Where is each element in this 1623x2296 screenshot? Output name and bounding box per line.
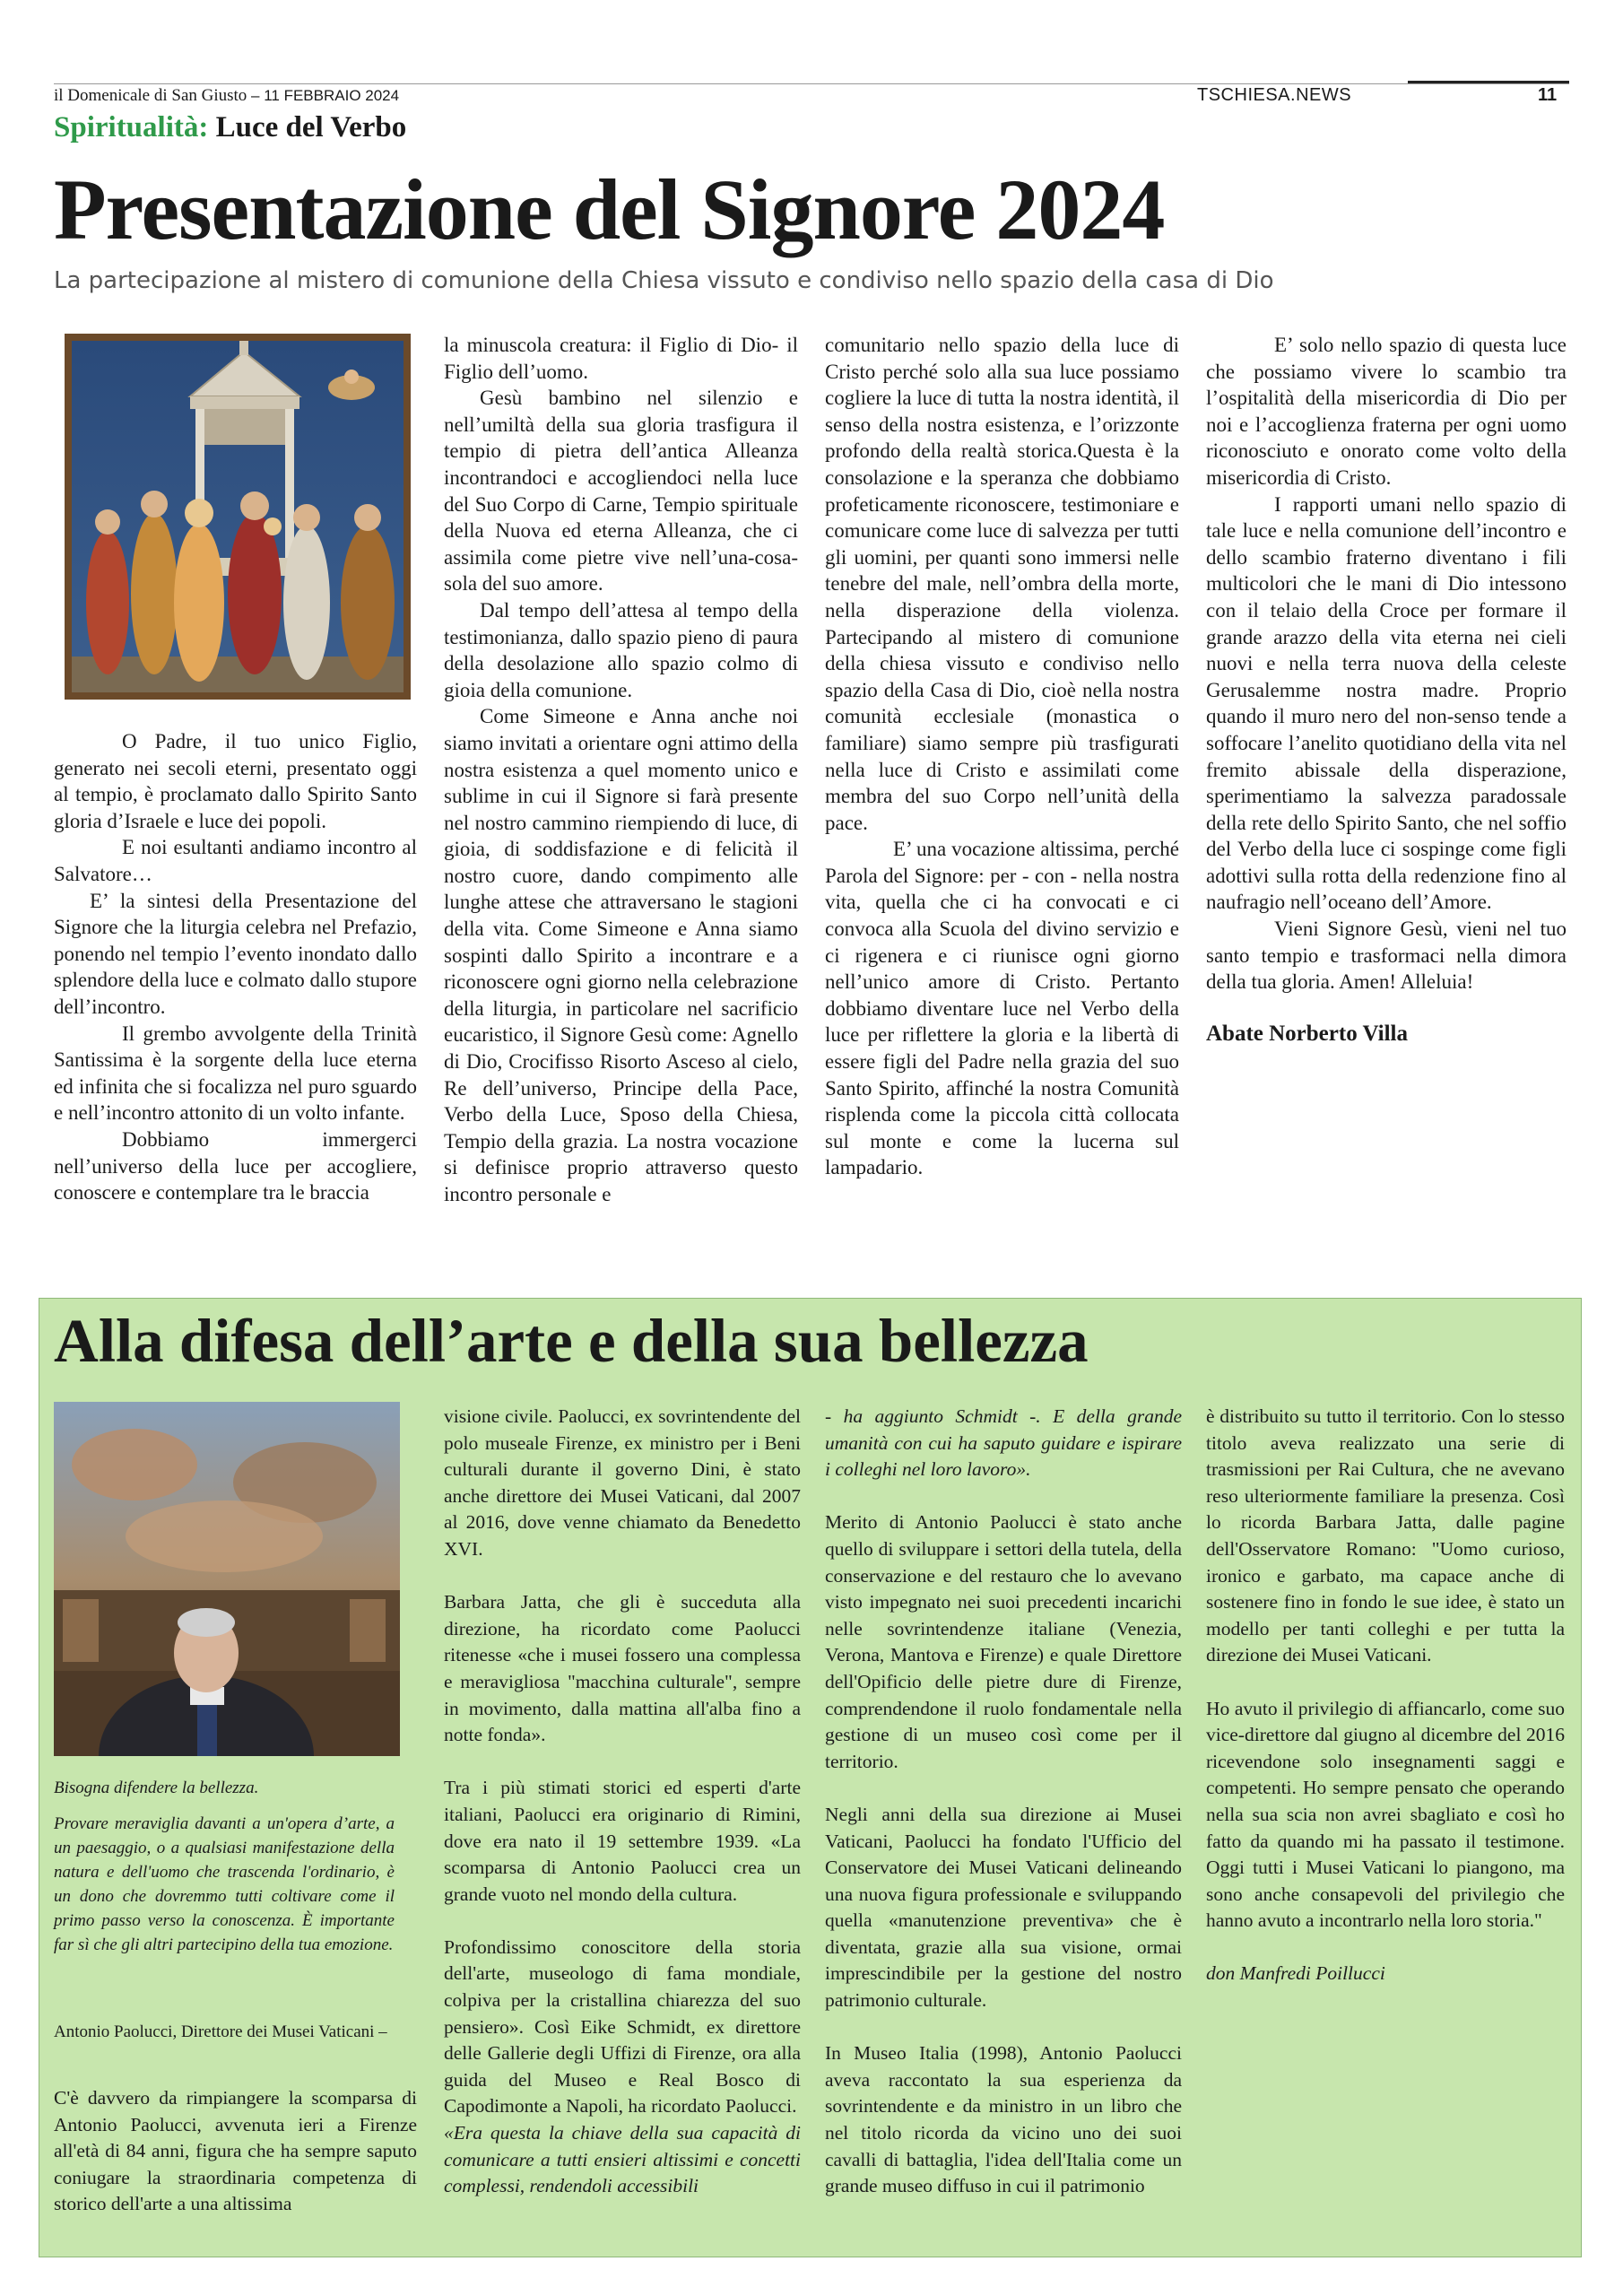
publication-name: il Domenicale di San Giusto: [54, 86, 247, 105]
paragraph: C'è davvero da rimpiangere la scomparsa di Antonio Paolucci, avvenuta ieri a Firenze all'età di 84 anni, figura che ha sempre saputo coniugare la straordinaria competenza di storico dell'arte a una altissima: [54, 2087, 417, 2215]
paragraph: E’ una vocazione altissima, perché Parola del Signore: per - con - nella nostra vita, quella che ci ha convocati e ci convoca alla Scuola del divino servizio e ci rigenera e ci riunisce ogni giorno nell’unico amore di Cristo. Pertanto dobbiamo diventare luce nel Verbo della luce per riflettere la gloria e la libertà di essere figli del Padre nella grazia del suo Santo Spirito, affinché la nostra Comunità risplenda come la piccola città collocata sul monte e come la lucerna sul lampadario.: [825, 838, 1179, 1179]
paragraph: Profondissimo conoscitore della storia dell'arte, museologo di fama mondiale, colpiva per la cristallina chiarezza del suo pensiero». Così Eike Schmidt, ex direttore delle Gallerie degli Uffizi di Firenze, ora alla guida del Museo e Real Bosco di Capodimonte a Napoli, ha ricordato Paolucci.: [444, 1935, 801, 2118]
paragraph: Ho avuto il privilegio di affiancarlo, come suo vice-direttore dal giugno al dicembre del 2016 ricevendone solo insegnamenti saggi e competenti. Ho sempre pensato che operando nella sua scia non avrei sbagliato e così ho fatto da quando mi ha passato il testimone. Oggi tutti i Musei Vaticani lo piangono, ma sono anche consapevoli del privilegio che hanno avuto a incontrarlo nella loro storia.": [1206, 1697, 1565, 1932]
article1-column-3: [825, 332, 1179, 1181]
article1-title: Presentazione del Signore 2024: [54, 161, 1165, 257]
photo-caption-author: Antonio Paolucci, Direttore dei Musei Vaticani –: [54, 2022, 387, 2041]
paragraph: Come Simeone e Anna anche noi siamo invitati a orientare ogni attimo della nostra esistenza a quel momento unico e sublime in cui il Signore si farà presente nel nostro cammino riempiendo di luce, di gioia, di soddisfazione e di felicità il nostro cuore, dando compimento alle lunghe attese che attraversano le stagioni della vita. Come Simeone e Anna siamo sospinti dallo Spirito a incontrare e a riconoscere ogni giorno nella celebrazione della liturgia, in particolare nel sacrificio eucaristico, il Signore Gesù come: Agnello di Dio, Crocifisso Risorto Asceso al cielo, Re dell’universo, Principe della Pace, Verbo della Luce, Sposo della Chiesa, Tempio della grazia. La nostra vocazione si definisce proprio attraverso questo incontro personale e: [444, 705, 798, 1205]
paragraph: E’ la sintesi della Presentazione del Signore che la liturgia celebra nel Prefazio, ponendo nel tempio l’evento inondato dallo splendore della luce e colmato dallo stupore dell’incontro.: [54, 889, 417, 1018]
paragraph: O Padre, il tuo unico Figlio, generato nei secoli eterni, presentato oggi al tempio, è proclamato dallo Spirito Santo gloria d’Israele e luce dei popoli.: [54, 730, 417, 832]
publication-line: [54, 86, 399, 106]
article1-signature: Abate Norberto Villa: [1206, 1021, 1408, 1046]
header-rule: [54, 83, 1569, 84]
paragraph: Barbara Jatta, che gli è succeduta alla direzione, ha ricordato come Paolucci ritenesse «che i musei fossero una complessa e meravigliosa "macchina culturale", sempre in movimento, dalla mattina all'alba fino a notte fonda».: [444, 1591, 801, 1746]
section-label: [54, 111, 406, 144]
paragraph: Dal tempo dell’attesa al tempo della testimonianza, dallo spazio pieno di paura della desolazione allo spazio colmo di gioia della comunione.: [444, 598, 798, 701]
paragraph: Il grembo avvolgente della Trinità Santissima è la sorgente della luce eterna ed infinita che si focalizza nel puro sguardo e nell’incontro attonito di un volto infante.: [54, 1022, 417, 1125]
paragraph: Merito di Antonio Paolucci è stato anche quello di sviluppare i settori della tutela, della conservazione e del restauro che lo avevano visto impegnato nei suoi precedenti incarichi nelle sovrintendenze italiane (Venezia, Verona, Mantova e Firenze) e quale Direttore dell'Opificio delle pietre dure di Firenze, comprendendone il ruolo fondamentale nella gestione di un museo così come per il territorio.: [825, 1511, 1182, 1772]
article2-column-3: [825, 1404, 1182, 2200]
paragraph: Tra i più stimati storici ed esperti d'arte italiani, Paolucci era originario di Rimini, dove era nato il 19 settembre 1939. «La scomparsa di Antonio Paolucci crea un grande vuoto nel mondo della cultura.: [444, 1777, 801, 1905]
paragraph: I rapporti umani nello spazio di tale luce e nella comunione dell’incontro e dello scambio fraterno diventano i fili multicolori che le mani di Dio intessono con il telaio della Croce per formare il grande arazzo della vita eterna nei cieli nuovi e nella terra nuova della celeste Gerusalemme nostra madre. Proprio quando il muro nero del non-senso tende a soffocare l’anelito quotidiano della vita nel fremito abissale della disperazione, sperimentiamo la salvezza paradossale della rete dello Spirito Santo, che nel soffio del Verbo della luce ci sospinge come figli adottivi sulla rotta della redenzione fino al naufragio nell’oceano dell’Amore.: [1206, 492, 1567, 914]
paragraph: Vieni Signore Gesù, vieni nel tuo santo tempio e trasformaci nella dimora della tua gloria. Amen! Alleluia!: [1206, 918, 1567, 994]
presentation-fresco-image: [65, 334, 411, 700]
page-number: 11: [1538, 85, 1558, 105]
article2-title: Alla difesa dell’arte e della sua bellezza: [54, 1307, 1089, 1375]
paragraph: E’ solo nello spazio di questa luce che possiamo vivere lo scambio tra l’ospitalità della misericordia di Dio per noi e l’accoglienza fraterna per ogni uomo riconosciuto e onorato come volto della misericordia di Cristo.: [1206, 334, 1567, 489]
paragraph: è distribuito su tutto il territorio. Con lo stesso titolo aveva realizzato una serie di trasmissioni per Rai Cultura, che ne avevano reso ulteriormente familiare la presenza. Così lo ricorda Barbara Jatta, dalle pagine dell'Osservatore Romano: "Uomo curioso, ironico e garbato, ma capace anche di sostenere fino in fondo le sue idee, è stato un modello per tanti colleghi e per tutta la direzione dei Musei Vaticani.: [1206, 1405, 1565, 1666]
paragraph: visione civile. Paolucci, ex sovrintendente del polo museale Firenze, ex ministro per i Beni culturali durante il governo Dini, è stato anche direttore dei Musei Vaticani, dal 2007 al 2016, dove venne chiamato da Benedetto XVI.: [444, 1405, 801, 1560]
article2-column-2: [444, 1404, 801, 2200]
section-category: Spiritualità:: [54, 111, 209, 144]
paragraph: la minuscola creatura: il Figlio di Dio- il Figlio dell’uomo.: [444, 334, 798, 383]
article1-column-2: [444, 332, 798, 1208]
paragraph: Gesù bambino nel silenzio e nell’umiltà della sua gloria trasfigura il tempio di pietra dell’antica Alleanza incontrandoci e accogliendoci nella luce del Suo Corpo di Carne, Tempio spirituale della Nuova ed eterna Alleanza, che ci assimila come pietre vive nell’una-cosa-sola del suo amore.: [444, 387, 798, 596]
paragraph: E noi esultanti andiamo incontro al Salvatore…: [54, 836, 417, 885]
publication-date: – 11 FEBBRAIO 2024: [247, 87, 400, 104]
article1-column-1: [54, 728, 417, 1206]
quote-paragraph: - ha aggiunto Schmidt -. E della grande umanità con cui ha saputo guidare e ispirare i colleghi nel loro lavoro».: [825, 1405, 1182, 1481]
section-column: Luce del Verbo: [215, 111, 407, 144]
article1-subtitle: La partecipazione al mistero di comunione della Chiesa vissuto e condiviso nello spazio della casa di Dio: [54, 267, 1274, 294]
photo-caption-title: Bisogna difendere la bellezza.: [54, 1779, 259, 1797]
quote-paragraph: «Era questa la chiave della sua capacità di comunicare a tutti ensieri altissimi e concetti complessi, rendendoli accessibili: [444, 2122, 801, 2197]
paragraph: In Museo Italia (1998), Antonio Paolucci aveva raccontato la sua esperienza da sovrintendente e da ministro in un libro che nel titolo ricorda da vicino uno dei suoi cavalli di battaglia, l'idea dell'Italia come un grande museo diffuso in cui il patrimonio: [825, 2042, 1182, 2197]
paragraph: comunitario nello spazio della luce di Cristo perché solo alla sua luce possiamo cogliere la luce di tutta la nostra identità, il senso della nostra esistenza, e l’orizzonte profondo della realtà storica.Questa è la consolazione e la speranza che dobbiamo profeticamente riconoscere, testimoniare e comunicare come luce di salvezza per tutti gli uomini, per quanti sono immersi nelle tenebre del male, nell’ombra della morte, nella disperazione della violenza. Partecipando al mistero di comunione della chiesa vissuto e condiviso nello spazio della Casa di Dio, cioè nella nostra comunità ecclesiale (monastica o familiare) siamo sempre più trasfigurati nella luce di Cristo e assimilati come membra del suo Corpo nell’unità della pace.: [825, 334, 1179, 834]
paragraph: Dobbiamo immergerci nell’universo della luce per accogliere, conoscere e contemplare tra le braccia: [54, 1127, 417, 1205]
paragraph: Negli anni della sua direzione ai Musei Vaticani, Paolucci ha fondato l'Ufficio del Conservatore dei Musei Vaticani delineando una nuova figura professionale e sviluppando quella «manutenzione preventiva» che è diventata, grazie alla sua visione, ormai imprescindibile per la gestione del nostro patrimonio culturale.: [825, 1803, 1182, 2012]
site-name: TSCHIESA.NEWS: [1197, 85, 1352, 105]
paolucci-photo-image: [54, 1402, 400, 1756]
article2-column-4: [1206, 1404, 1565, 1987]
article1-column-4: [1206, 332, 1567, 1047]
photo-caption-quote: Provare meraviglia davanti a un'opera d’arte, a un paesaggio, o a qualsiasi manifestazione della natura e dell'uomo che trascenda l'ordinario, è un dono che dovremmo tutti coltivare come il primo passo verso la conoscenza. È importante far sì che gli altri partecipino della tua emozione.: [54, 1814, 395, 1954]
article2-signature: don Manfredi Poillucci: [1206, 1962, 1385, 1985]
header-page-rule: [1408, 81, 1569, 83]
article2-column-1: [54, 2085, 417, 2218]
